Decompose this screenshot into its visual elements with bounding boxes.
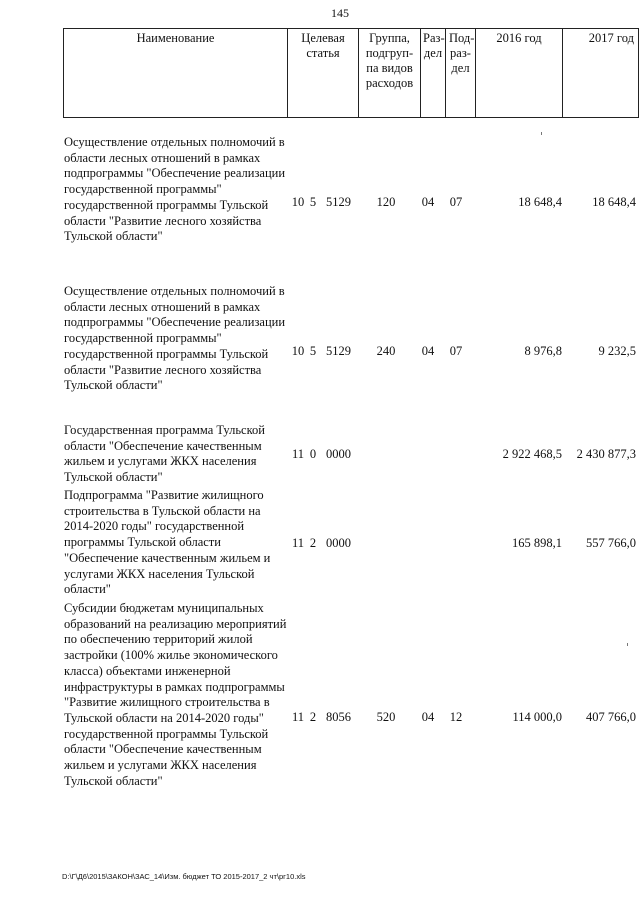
row-amount-2017: 9 232,5 [598,344,636,358]
header-expense-group: Группа, подгруп-па видов расходов [359,29,421,118]
scan-speck [627,643,628,646]
row-target-program: 11 [291,710,305,724]
row-expense-group: 120 [376,195,396,209]
row-expense-group: 240 [376,344,396,358]
row-name: Осуществление отдельных полномочий в области лесных отношений в рамках подпрограммы "Обеспечение реализации государственной программы" государственной программы Тульской области "Развитие лесного хозяйства Тульской области" [64,284,286,393]
header-target-article: Целевая статья [288,29,359,118]
row-target-subprogram: 5 [309,195,317,209]
file-path-footer: D:\Г\Д6\2015\ЗАКОН\ЗАС_14\Изм. бюджет ТО 2015-2017_2 чт\рг10.xls [62,872,306,881]
table-header [63,28,639,118]
row-expense-group: 520 [376,710,396,724]
row-target-subprogram: 5 [309,344,317,358]
row-target-subprogram: 0 [309,447,317,461]
row-amount-2017: 557 766,0 [586,536,636,550]
row-target-program: 11 [291,447,305,461]
row-target-subprogram: 2 [309,710,317,724]
row-target-code: 0000 [326,536,351,550]
row-name: Подпрограмма "Развитие жилищного строительства в Тульской области на 2014-2020 годы" государственной программы Тульской области "Обеспечение качественным жильем и услугами ЖКХ населения Тульской области" [64,488,271,597]
row-subsection: 07 [449,344,463,358]
header-year-2017: 2017 год [563,29,639,118]
row-target-subprogram: 2 [309,536,317,550]
row-amount-2017: 18 648,4 [592,195,636,209]
row-section: 04 [421,710,435,724]
row-name: Осуществление отдельных полномочий в области лесных отношений в рамках подпрограммы "Обеспечение реализации государственной программы" государственной программы Тульской области "Развитие лесного хозяйства Тульской области" [64,135,286,244]
row-amount-2016: 18 648,4 [518,195,562,209]
page-number: 145 [331,6,349,20]
row-target-program: 10 [291,344,305,358]
header-section: Раз-дел [421,29,446,118]
header-subsection: Под-раз-дел [446,29,476,118]
row-target-program: 11 [291,536,305,550]
row-amount-2017: 2 430 877,3 [576,447,636,461]
row-subsection: 07 [449,195,463,209]
row-target-code: 8056 [326,710,351,724]
row-amount-2016: 2 922 468,5 [502,447,562,461]
row-amount-2016: 165 898,1 [512,536,562,550]
row-target-program: 10 [291,195,305,209]
scan-speck [541,132,542,135]
row-subsection: 12 [449,710,463,724]
header-name: Наименование [64,29,288,118]
row-target-code: 0000 [326,447,351,461]
row-amount-2016: 8 976,8 [524,344,562,358]
row-target-code: 5129 [326,344,351,358]
header-year-2016: 2016 год [476,29,563,118]
row-target-code: 5129 [326,195,351,209]
row-name: Государственная программа Тульской области "Обеспечение качественным жильем и услугами ЖКХ населения Тульской области" [64,423,265,485]
row-amount-2017: 407 766,0 [586,710,636,724]
row-amount-2016: 114 000,0 [512,710,562,724]
row-section: 04 [421,344,435,358]
row-name: Субсидии бюджетам муниципальных образований на реализацию мероприятий по обеспечению территорий жилой застройки (100% жилье экономического класса) объектами инженерной инфраструктуры в рамках подпрограммы "Развитие жилищного строительства в Тульской области на 2014-2020 годы" государственной программы Тульской области "Обеспечение качественным жильем и услугами ЖКХ населения Тульской области" [64,601,287,788]
row-section: 04 [421,195,435,209]
